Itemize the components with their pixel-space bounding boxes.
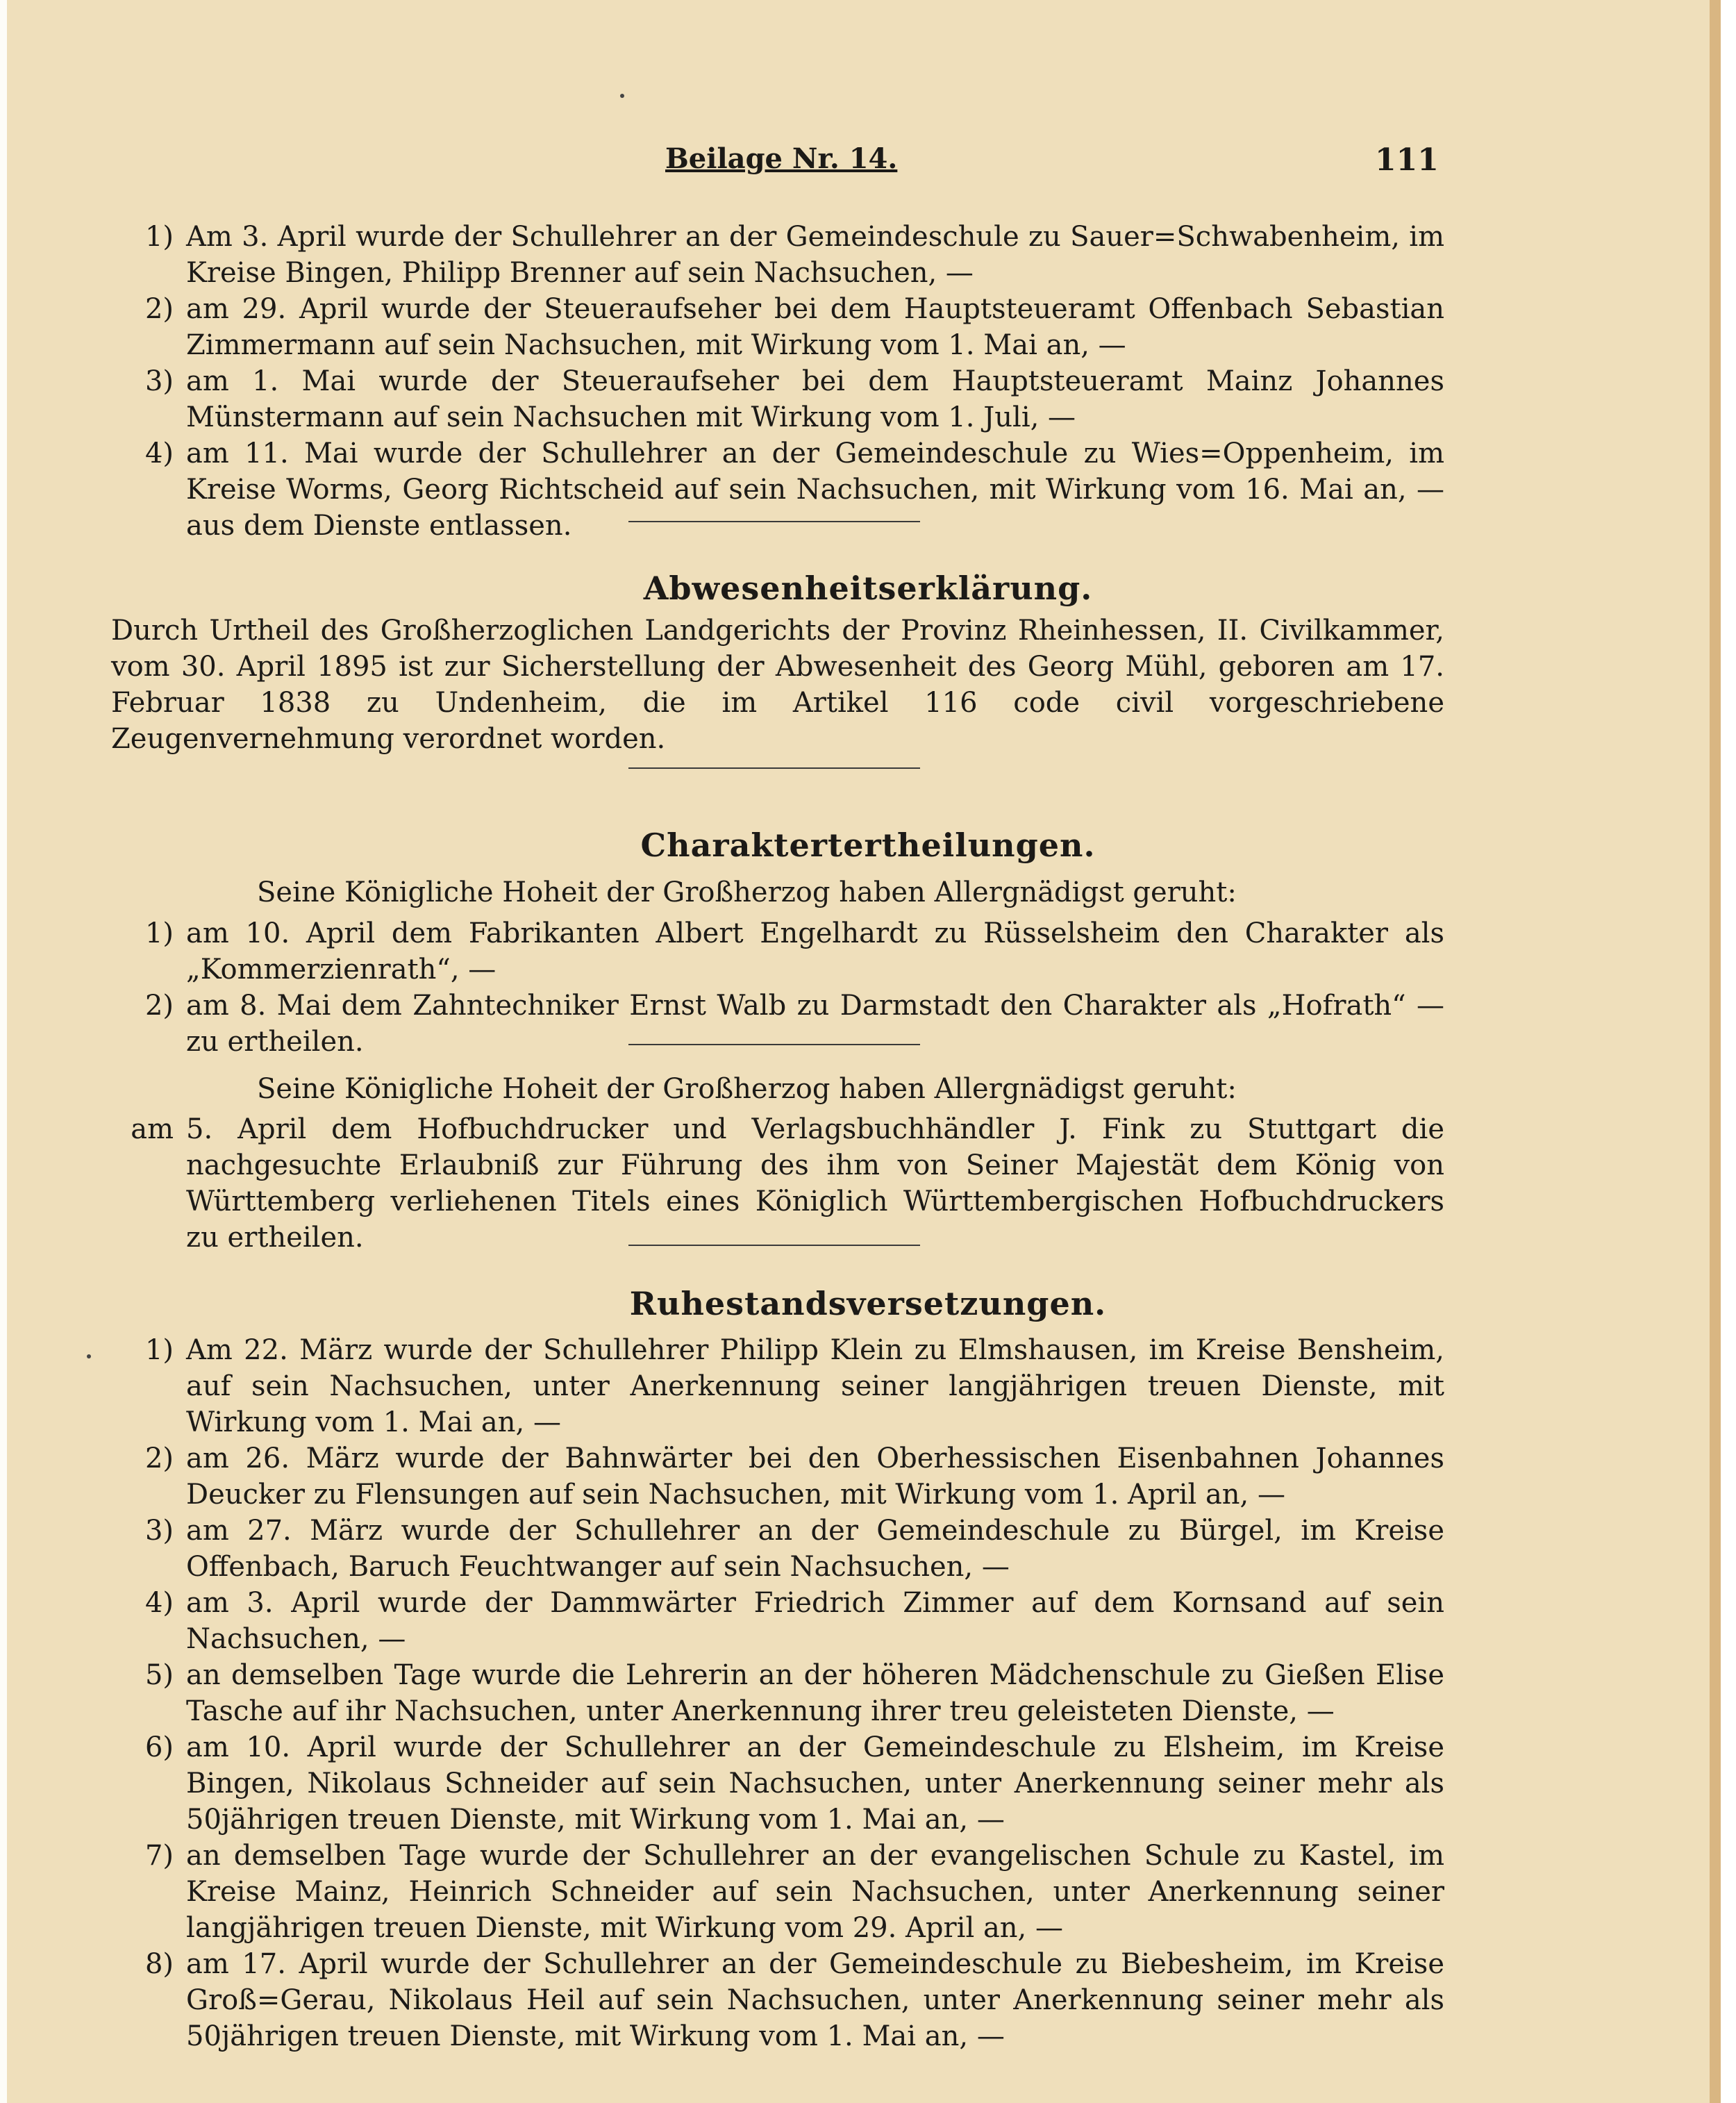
intro-text: Seine Königliche Hoheit der Großherzog haben Allergnädigst geruht: <box>257 876 1237 908</box>
list-item: 3) am 27. März wurde der Schullehrer an der Gemeindeschule zu Bürgel, im Kreise Offenbach, Baruch Feuchtwanger auf sein Nachsuchen, — <box>144 1515 1444 1583</box>
running-header <box>665 142 897 175</box>
list-item: 4) am 11. Mai wurde der Schullehrer an der Gemeindeschule zu Wies=Oppenheim, im Kreise Worms, Georg Richtscheid auf sein Nachsuchen, mit Wirkung vom 16. Mai an, — aus dem Dienste entlassen. <box>144 438 1444 542</box>
list-item: 3) am 1. Mai wurde der Steueraufseher bei dem Hauptsteueramt Mainz Johannes Münstermann auf sein Nachsuchen mit Wirkung vom 1. Juli, — <box>144 365 1444 433</box>
entlassungen-list <box>111 219 1444 544</box>
section-heading: Charaktertertheilungen. <box>640 826 1096 864</box>
list-item: 6) am 10. April wurde der Schullehrer an der Gemeindeschule zu Elsheim, im Kreise Bingen, Nikolaus Schneider auf sein Nachsuchen, unter Anerkennung seiner mehr als 50jährigen treuen Dienste, mit Wirkung vom 1. Mai an, — <box>144 1731 1444 1836</box>
section-heading: Abwesenheitserklärung. <box>643 570 1093 607</box>
scan-page-shadow <box>1710 0 1721 2103</box>
charakter-list <box>111 915 1444 1060</box>
stray-dot <box>87 1354 91 1358</box>
section-divider <box>628 521 920 522</box>
list-item: 2) am 8. Mai dem Zahntechniker Ernst Walb zu Darmstadt den Charakter als „Hofrath“ — zu ertheilen. <box>144 990 1444 1058</box>
list-item: 1) Am 3. April wurde der Schullehrer an der Gemeindeschule zu Sauer=Schwabenheim, im Kreise Bingen, Philipp Brenner auf sein Nachsuchen, — <box>144 221 1444 289</box>
ruhestand-list <box>111 1332 1444 2054</box>
abwesenheit-paragraph: Durch Urtheil des Großherzoglichen Landgerichts der Provinz Rheinhessen, II. Civilkammer, vom 30. April 1895 ist zur Sicherstellung der Abwesenheit des Georg Mühl, geboren am 17. Februar 1838 zu Undenheim, die im Artikel 116 code civil vorgeschriebene Zeugenvernehmung verordnet worden. <box>111 615 1444 755</box>
list-item: 2) am 26. März wurde der Bahnwärter bei den Oberhessischen Eisenbahnen Johannes Deucker zu Flensungen auf sein Nachsuchen, mit Wirkung vom 1. April an, — <box>144 1443 1444 1511</box>
scan-edge-right <box>1721 0 1736 2103</box>
section-divider <box>628 767 920 769</box>
list-item: 1) Am 22. März wurde der Schullehrer Philipp Klein zu Elmshausen, im Kreise Bensheim, auf sein Nachsuchen, unter Anerkennung seiner langjährigen treuen Dienste, mit Wirkung vom 1. Mai an, — <box>144 1334 1444 1438</box>
list-item: 2) am 29. April wurde der Steueraufseher bei dem Hauptsteueramt Offenbach Sebastian Zimmermann auf sein Nachsuchen, mit Wirkung vom 1. Mai an, — <box>144 293 1444 361</box>
charakter-list-2 <box>111 1111 1444 1256</box>
list-item: 4) am 3. April wurde der Dammwärter Friedrich Zimmer auf dem Kornsand auf sein Nachsuchen, — <box>144 1587 1444 1655</box>
list-item: am 5. April dem Hofbuchdrucker und Verlagsbuchhändler J. Fink zu Stuttgart die nachgesuchte Erlaubniß zur Führung des ihm von Seiner Majestät dem König von Württemberg verliehenen Titels eines Königlich Württembergischen Hofbuchdruckers zu ertheilen. <box>131 1113 1444 1254</box>
section-heading: Ruhestandsversetzungen. <box>629 1285 1107 1322</box>
header-title: Beilage Nr. 14. <box>665 142 898 175</box>
stray-dot <box>620 94 624 98</box>
page-number: 111 <box>1375 142 1439 178</box>
section-divider <box>628 1245 920 1246</box>
list-item: 8) am 17. April wurde der Schullehrer an der Gemeindeschule zu Biebesheim, im Kreise Groß=Gerau, Nikolaus Heil auf sein Nachsuchen, unter Anerkennung seiner mehr als 50jährigen treuen Dienste, mit Wirkung vom 1. Mai an, — <box>144 1948 1444 2052</box>
list-item: 7) an demselben Tage wurde der Schullehrer an der evangelischen Schule zu Kastel, im Kreise Mainz, Heinrich Schneider auf sein Nachsuchen, unter Anerkennung seiner langjährigen treuen Dienste, mit Wirkung vom 29. April an, — <box>144 1840 1444 1944</box>
scan-edge-left <box>0 0 7 2103</box>
section-divider <box>628 1044 920 1045</box>
list-item: 1) am 10. April dem Fabrikanten Albert Engelhardt zu Rüsselsheim den Charakter als „Kommerzienrath“, — <box>144 917 1444 986</box>
list-item: 5) an demselben Tage wurde die Lehrerin an der höheren Mädchenschule zu Gießen Elise Tasche auf ihr Nachsuchen, unter Anerkennung ihrer treu geleisteten Dienste, — <box>144 1659 1444 1727</box>
intro-text: Seine Königliche Hoheit der Großherzog haben Allergnädigst geruht: <box>257 1073 1237 1105</box>
